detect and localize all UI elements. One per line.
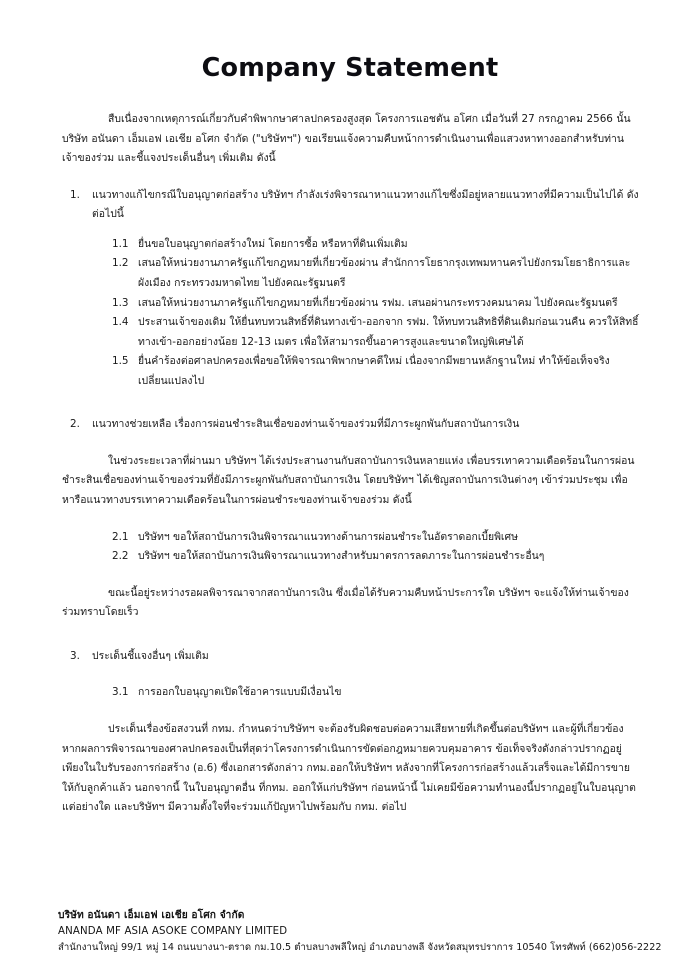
- section-2-heading: แนวทางช่วยเหลือ เรื่องการผ่อนชำระสินเชื่อของท่านเจ้าของร่วมที่มีภาระผูกพันกับสถาบันการเงิน: [92, 418, 520, 431]
- spacer: [62, 666, 640, 683]
- section-1-item-3: [62, 294, 640, 314]
- item-number: 3.1: [112, 686, 129, 699]
- item-text: บริษัทฯ ขอให้สถาบันการเงินพิจารณาแนวทางด้านการผ่อนชำระในอัตราดอกเบี้ยพิเศษ: [138, 530, 518, 543]
- document-footer: [58, 908, 698, 956]
- section-1-heading: แนวทางแก้ไขกรณีใบอนุญาตก่อสร้าง บริษัทฯ กำลังเร่งพิจารณาหาแนวทางแก้ไขซึ่งมีอยู่หลายแนวทางที่มีความเป็นไปได้ ดังต่อไปนี้: [92, 188, 639, 221]
- item-number: 2.2: [112, 550, 129, 563]
- section-1-item-4: [62, 313, 640, 352]
- section-2-item-2: [62, 547, 640, 567]
- item-number: 1.1: [112, 237, 129, 250]
- section-2-number: 2.: [70, 418, 80, 431]
- spacer: [62, 703, 640, 720]
- section-3-number: 3.: [70, 649, 80, 662]
- item-text: บริษัทฯ ขอให้สถาบันการเงินพิจารณาแนวทางสำหรับมาตรการลดภาระในการผ่อนชำระอื่นๆ: [138, 550, 545, 563]
- item-number: 1.3: [112, 296, 129, 309]
- item-text: ยื่นคำร้องต่อศาลปกครองเพื่อขอให้พิจารณาพิพากษาคดีใหม่ เนื่องจากมีพยานหลักฐานใหม่ ทำให้ข้อเท็จจริงเปลี่ยนแปลงไป: [138, 355, 610, 387]
- spacer: [62, 225, 640, 235]
- section-2-closing: ขณะนี้อยู่ระหว่างรอผลพิจารณาจากสถาบันการเงิน ซึ่งเมื่อได้รับความคืบหน้าประการใด บริษัทฯ จะแจ้งให้ท่านเจ้าของร่วมทราบโดยเร็ว: [62, 586, 629, 619]
- item-text: ประสานเจ้าของเดิม ให้ยื่นทบทวนสิทธิ์ที่ดินทางเข้า-ออกจาก รฟม. ให้ทบทวนสิทธิที่ดินเดิมก่อนเวนคืน ควรให้สิทธิ์ทางเข้า-ออกอย่างน้อย 12-13 เมตร เพื่อให้สามารถขึ้นอาคารสูงและขนาดใหญ่พิเศษได้: [138, 316, 639, 348]
- footer-company-name-english: ANANDA MF ASIA ASOKE COMPANY LIMITED: [58, 925, 288, 937]
- spacer: [62, 435, 640, 452]
- section-2: [62, 415, 640, 435]
- spacer: [62, 623, 640, 647]
- item-number: 2.1: [112, 530, 129, 543]
- item-text: เสนอให้หน่วยงานภาครัฐแก้ไขกฎหมายที่เกี่ยวข้องผ่าน สำนักการโยธากรุงเทพมหานครไปยังกรมโยธาธิการและผังเมือง กระทรวงมหาดไทย ไปยังคณะรัฐมนตรี: [138, 257, 631, 289]
- section-2-item-1: [62, 528, 640, 548]
- section-3-item-1: [62, 683, 640, 703]
- section-3-heading: ประเด็นชี้แจงอื่นๆ เพิ่มเติม: [92, 649, 209, 662]
- spacer: [62, 511, 640, 528]
- document-body: [62, 110, 640, 818]
- item-text: ยื่นขอใบอนุญาตก่อสร้างใหม่ โดยการซื้อ หรือหาที่ดินเพิ่มเติม: [138, 237, 408, 250]
- item-number: 1.4: [112, 316, 129, 329]
- section-1-item-5: [62, 352, 640, 391]
- section-2-body: ในช่วงระยะเวลาที่ผ่านมา บริษัทฯ ได้เร่งประสานงานกับสถาบันการเงินหลายแห่ง เพื่อบรรเทาความเดือดร้อนในการผ่อนชำระสินเชื่อของท่านเจ้าของร่วมที่ยังมีภาระผูกพันกับสถาบันการเงิน โดยบริษัทฯ ได้เชิญสถาบันการเงินต่างๆ เข้าร่วมประชุม เพื่อหารือแนวทางบรรเทาความเดือดร้อนในการผ่อนชำระของท่านเจ้าของร่วม ดังนี้: [62, 454, 635, 506]
- item-text: การออกใบอนุญาตเปิดใช้อาคารแบบมีเงื่อนไข: [138, 686, 342, 699]
- section-1-number: 1.: [70, 188, 80, 201]
- page-title: Company Statement: [201, 53, 499, 83]
- item-number: 1.2: [112, 257, 129, 270]
- section-1-item-1: [62, 235, 640, 255]
- section-3-body: ประเด็นเรื่องข้อสงวนที่ กทม. กำหนดว่าบริษัทฯ จะต้องรับผิดชอบต่อความเสียหายที่เกิดขึ้นต่อบริษัทฯ และผู้ที่เกี่ยวข้อง หากผลการพิจารณาของศาลปกครองเป็นที่สุดว่าโครงการดำเนินการขัดต่อกฎหมายควบคุมอาคาร ข้อเท็จจริงดังกล่าวปรากฏอยู่เพียงในใบรับรองการก่อสร้าง (อ.6) ซึ่งเอกสารดังกล่าว กทม.ออกให้บริษัทฯ หลังจากที่โครงการก่อสร้างแล้วเสร็จและได้มีการขายให้กับลูกค้าแล้ว นอกจากนี้ ในใบอนุญาตอื่น ที่กทม. ออกให้แก่บริษัทฯ ก่อนหน้านี้ ไม่เคยมีข้อความทำนองนี้ปรากฏอยู่ในใบอนุญาตแต่อย่างใด และบริษัทฯ มีความตั้งใจที่จะร่วมแก้ปัญหาไปพร้อมกับ กทม. ต่อไป: [62, 722, 636, 814]
- spacer: [62, 567, 640, 584]
- footer-company-name-thai: บริษัท อนันดา เอ็มเอฟ เอเชีย อโศก จำกัด: [58, 910, 245, 921]
- item-number: 1.5: [112, 355, 129, 368]
- intro-paragraph: สืบเนื่องจากเหตุการณ์เกี่ยวกับคำพิพากษาศาลปกครองสูงสุด โครงการแอชตัน อโศก เมื่อวันที่ 27 กรกฎาคม 2566 นั้น บริษัท อนันดา เอ็มเอฟ เอเชีย อโศก จำกัด ("บริษัทฯ") ขอเรียนแจ้งความคืบหน้าการดำเนินงานเพื่อแสวงหาทางออกสำหรับท่านเจ้าของร่วม และชี้แจงประเด็นอื่นๆ เพิ่มเติม ดังนี้: [62, 113, 631, 165]
- spacer: [62, 391, 640, 415]
- footer-address: สำนักงานใหญ่ 99/1 หมู่ 14 ถนนบางนา-ตราด กม.10.5 ตำบลบางพลีใหญ่ อำเภอบางพลี จังหวัดสมุทรปราการ 10540 โทรศัพท์ (662)056-2222: [58, 942, 662, 954]
- item-text: เสนอให้หน่วยงานภาครัฐแก้ไขกฎหมายที่เกี่ยวข้องผ่าน รฟม. เสนอผ่านกระทรวงคมนาคม ไปยังคณะรัฐมนตรี: [138, 296, 618, 309]
- section-1-item-2: [62, 254, 640, 293]
- section-3: [62, 647, 640, 667]
- spacer: [62, 169, 640, 186]
- section-1: [62, 186, 640, 225]
